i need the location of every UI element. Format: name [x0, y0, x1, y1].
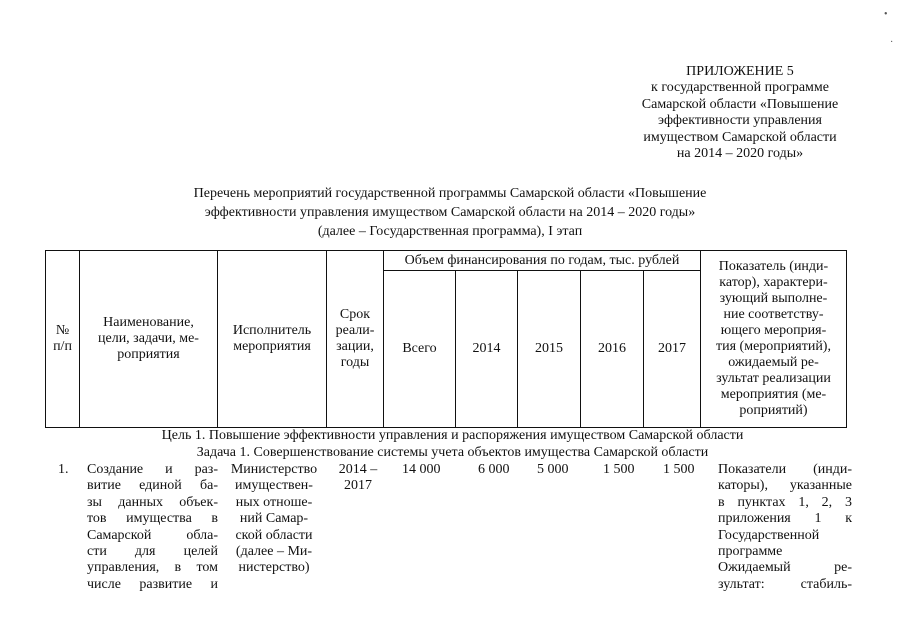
row-term-cell	[334, 462, 382, 495]
scan-mark-top: •	[884, 9, 888, 20]
row-executor-line: ных отноше-	[235, 494, 313, 510]
appendix-line: Самарской области «Повышение	[641, 96, 839, 112]
row-name-cell	[87, 462, 218, 593]
row-name-line: Создание и раз-	[87, 462, 218, 477]
header-indicator: Показатель (инди- катор), характери- зующий выполне- ние соответству- ющего мероприя- тия (мероприятий), ожидаемый ре- зультат реализации мероприятия (ме- роприятий)	[701, 251, 847, 428]
title-line: (далее – Государственная программа), I этап	[317, 224, 583, 239]
row-executor-line: ний Самар-	[239, 511, 309, 527]
row-name-line: витие единой ба-	[87, 478, 218, 494]
header-year-2016: 2016	[581, 271, 644, 428]
task-heading: Задача 1. Совершенствование системы учета объектов имущества Самарской области	[196, 445, 709, 460]
row-indicator-line: зультат: стабиль-	[718, 576, 852, 592]
row-indicator-line: Показатели (инди-	[718, 462, 852, 477]
row-2016: 1 500	[603, 462, 635, 477]
appendix-line: имуществом Самарской области	[643, 129, 837, 145]
row-name-line: управления, в том	[87, 560, 218, 576]
header-total: Всего	[384, 271, 456, 428]
measures-table-header	[45, 250, 847, 428]
header-year-2014: 2014	[456, 271, 518, 428]
row-executor-cell	[222, 462, 326, 577]
scan-mark-right: ·	[890, 37, 894, 48]
row-number: 1.	[58, 462, 69, 477]
header-number: № п/п	[46, 251, 80, 428]
header-executor: Исполнитель мероприятия	[218, 251, 327, 428]
row-total: 14 000	[402, 462, 441, 477]
row-name-line: зы данных объек-	[87, 494, 218, 510]
row-indicator-line: каторы), указанные	[718, 478, 852, 494]
row-name-line: тов имущества в	[87, 511, 218, 527]
row-executor-line: имуществен-	[235, 478, 313, 494]
row-indicator-line: приложения 1 к	[718, 511, 852, 527]
row-executor-line: (далее – Ми-	[235, 544, 313, 560]
row-2017: 1 500	[663, 462, 695, 477]
header-year-2015: 2015	[518, 271, 581, 428]
header-name: Наименование, цели, задачи, ме- роприятия	[80, 251, 218, 428]
header-term: Срок реали- зации, годы	[327, 251, 384, 428]
row-executor-line: ской области	[235, 527, 313, 543]
row-indicator-cell	[718, 462, 852, 593]
row-indicator-line: в пунктах 1, 2, 3	[718, 494, 852, 510]
header-funding-group: Объем финансирования по годам, тыс. рублей	[384, 251, 701, 271]
row-name-line: сти для целей	[87, 544, 218, 560]
row-term-line: 2017	[344, 478, 372, 494]
row-2014: 6 000	[478, 462, 510, 477]
title-line: эффективности управления имуществом Самарской области на 2014 – 2020 годы»	[204, 205, 696, 220]
row-executor-line: Министерство	[230, 462, 318, 477]
document-title	[100, 184, 800, 241]
appendix-line: к государственной программе	[651, 80, 829, 96]
appendix-line: на 2014 – 2020 годы»	[676, 146, 804, 162]
appendix-line: ПРИЛОЖЕНИЕ 5	[686, 64, 794, 79]
row-indicator-line: Государственной	[718, 527, 820, 543]
goal-heading: Цель 1. Повышение эффективности управления и распоряжения имуществом Самарской области	[161, 428, 744, 443]
row-indicator-line: Ожидаемый ре-	[718, 560, 852, 576]
row-executor-line: нистерство)	[238, 560, 310, 576]
row-2015: 5 000	[537, 462, 569, 477]
row-term-line: 2014 –	[338, 462, 378, 477]
row-name-line: числе развитие и	[87, 576, 218, 592]
appendix-heading	[590, 64, 890, 162]
title-line: Перечень мероприятий государственной программы Самарской области «Повышение	[193, 186, 707, 201]
row-name-line: Самарской обла-	[87, 527, 218, 543]
appendix-line: эффективности управления	[658, 113, 822, 129]
header-year-2017: 2017	[644, 271, 701, 428]
row-indicator-line: программе	[718, 544, 783, 560]
